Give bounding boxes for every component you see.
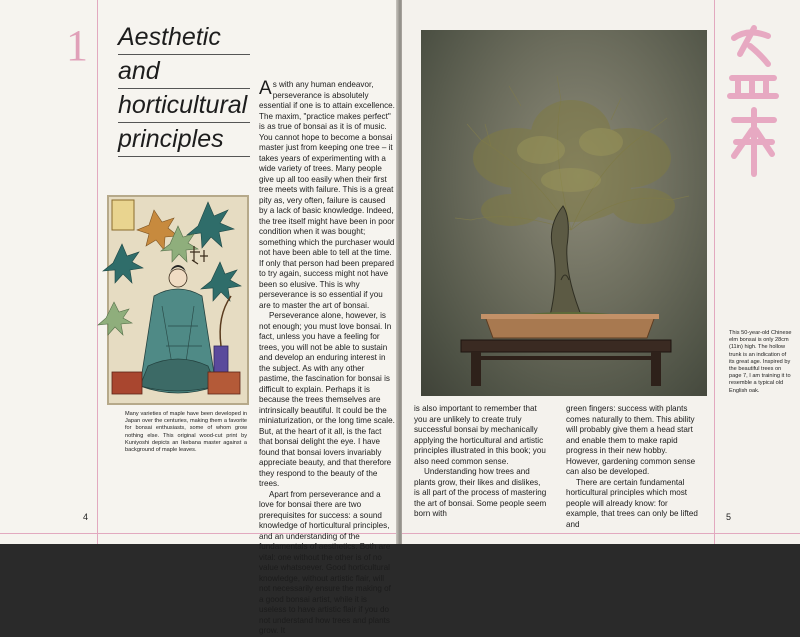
body-column-2 bbox=[414, 404, 547, 520]
body-paragraph: Apart from perseverance and a love for bonsai there are two prerequisites for success: a sound knowledge of horticultural principles, and an understanding of the fundamentals of aesthetics. Both are vital: one without the other is of no value whatsoever. Good horticultural knowledge, without artistic flair, will not necessarily ensure the making of a good bonsai artist, while it is useless to have artistic flair if you do not understand how trees and plants grow. It bbox=[259, 489, 391, 635]
title-line: principles bbox=[118, 124, 250, 157]
woodcut-print-image bbox=[108, 196, 248, 404]
chapter-number: 1 bbox=[66, 21, 88, 70]
page-number-left: 4 bbox=[83, 512, 89, 522]
body-paragraph: Understanding how trees and plants grow, their likes and dislikes, is all part of the process of mastering the art of bonsai. Some people seem born with bbox=[414, 467, 547, 518]
chapter-title bbox=[118, 22, 250, 158]
right-page bbox=[402, 0, 800, 544]
page-number-right: 5 bbox=[726, 512, 732, 522]
margin-rule bbox=[714, 0, 715, 544]
body-column-3 bbox=[566, 404, 702, 530]
print-caption: Many varieties of maple have been developed in Japan over the centuries, making them a favorite for bonsai enthusiasts, some of whom grow nothing else. This original wood-cut print by Kuniyoshi depicts an Ikebana master against a background of maple leaves. bbox=[125, 411, 247, 454]
title-line: and bbox=[118, 56, 250, 89]
body-paragraph: Perseverance alone, however, is not enough; you must love bonsai. In fact, unless you have a feeling for trees, you will not be able to sustain and develop an enduring interest in the subject. As with any other pastime, the fascination for bonsai is difficult to explain. Perhaps it is because the trees themselves are intrinsically beautiful. It could be the miniaturization, or the long time scale. But, at the heart of it all, is the fact that bonsai delight the eye. I have found that bonsai lovers invariably appreciate beauty, and that therefore they respond to the beauty of the trees. bbox=[259, 311, 395, 488]
body-paragraph: is also important to remember that you are unlikely to create truly successful bonsai by mechanically applying the horticultural and artistic principles illustrated in this book; you also need common sense. bbox=[414, 404, 546, 466]
margin-rule bbox=[97, 0, 98, 544]
calligraphy-seal-icon bbox=[724, 20, 780, 190]
body-paragraph: There are certain fundamental horticultural principles which most people will already know: for example, that trees can only be lifted and bbox=[566, 477, 698, 529]
body-column-1 bbox=[259, 80, 395, 637]
photo-caption: This 50-year-old Chinese elm bonsai is only 28cm (11in) high. The hollow trunk is an indication of its great age. Inspired by the beautiful trees on page 7, I am training it to resemble a typical old English oak. bbox=[729, 330, 792, 394]
left-page bbox=[0, 0, 398, 635]
body-paragraph: green fingers: success with plants comes naturally to them. This ability will probably give them a head start and enable them to make rapid progress in their new hobby. However, gardening common sense can also be developed. bbox=[566, 404, 696, 476]
bottom-rule bbox=[402, 533, 800, 534]
intro-text: s with any human endeavor, perseverance is absolutely essential if one is to attain excellence. The maxim, "practice makes perfect" is as true of bonsai as it is of music. You cannot hope to become a bonsai master just from keeping one tree – it takes years of experimenting with a wide variety of trees. Many people give up all too easily when their first tree meets with failure. This is a great pity as, very often, failure is caused by a lack of basic knowledge. Indeed, the tree itself might have been in poor condition when it was bought; something which the purchaser would not have been able to tell at the time. If only that person had been prepared to try again, success might not have been so elusive. This is why perseverance is so essential if you are to master the art of bonsai. bbox=[259, 80, 395, 310]
title-line: horticultural bbox=[118, 90, 250, 123]
title-line: Aesthetic bbox=[118, 22, 250, 55]
bonsai-photo bbox=[421, 30, 707, 396]
intro-paragraph bbox=[259, 80, 395, 311]
drop-cap: A bbox=[259, 78, 272, 99]
